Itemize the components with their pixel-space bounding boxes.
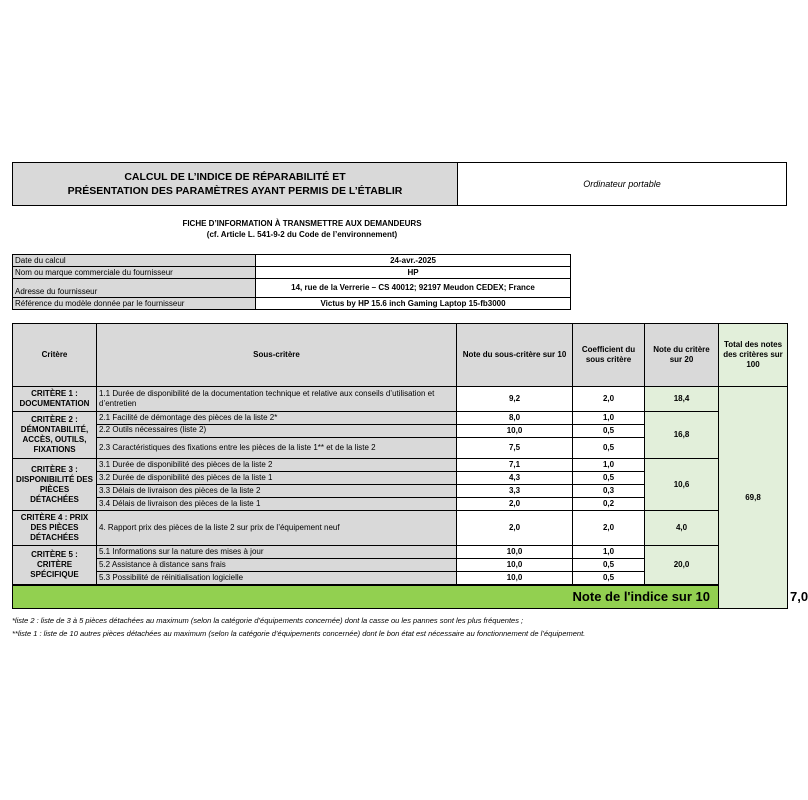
sub-criterion-coef: 0,5 bbox=[573, 472, 645, 485]
footnote-liste2: *liste 2 : liste de 3 à 5 pièces détachées au maximum (selon la catégorie d’équipements concernée) dont la casse ou les pannes sont les plus fréquentes ; bbox=[12, 616, 524, 625]
sub-criterion-note: 2,0 bbox=[457, 498, 573, 511]
info-label: Nom ou marque commerciale du fournisseur bbox=[13, 267, 256, 279]
sub-criterion-label: 2.3 Caractéristiques des fixations entre les pièces de la liste 1** et de la liste 2 bbox=[97, 438, 457, 459]
sub-criterion-note: 10,0 bbox=[457, 572, 573, 586]
info-label: Adresse du fournisseur bbox=[13, 279, 256, 298]
sub-criterion-note: 10,0 bbox=[457, 559, 573, 572]
sub-criterion-coef: 0,2 bbox=[573, 498, 645, 511]
sub-criterion-note: 4,3 bbox=[457, 472, 573, 485]
sub-criterion-label: 3.2 Durée de disponibilité des pièces de la liste 1 bbox=[97, 472, 457, 485]
sub-criterion-note: 7,1 bbox=[457, 459, 573, 472]
info-row-brand bbox=[13, 267, 571, 279]
final-score-row: Note de l'indice sur 10 7,0 bbox=[13, 585, 788, 609]
col-header-coef: Coefficient du sous critère bbox=[573, 324, 645, 387]
sub-criterion-coef: 0,5 bbox=[573, 425, 645, 438]
subtitle-line1: FICHE D’INFORMATION À TRANSMETTRE AUX DEMANDEURS bbox=[182, 219, 422, 228]
repairability-table bbox=[12, 323, 808, 609]
sub-criterion-coef: 2,0 bbox=[573, 511, 645, 546]
table-row bbox=[13, 511, 788, 546]
table-row bbox=[13, 546, 788, 559]
col-header-critere: Critère bbox=[13, 324, 97, 387]
table-row bbox=[13, 459, 788, 472]
info-label: Référence du modèle donnée par le fournisseur bbox=[13, 298, 256, 310]
criterion-score20: 10,6 bbox=[645, 459, 719, 511]
sub-criterion-coef: 2,0 bbox=[573, 387, 645, 412]
table-row bbox=[13, 387, 788, 412]
sub-criterion-note: 2,0 bbox=[457, 511, 573, 546]
final-score-label: Note de l'indice sur 10 bbox=[13, 585, 719, 609]
total-score100: 69,8 bbox=[719, 387, 788, 609]
info-row-address bbox=[13, 279, 571, 298]
info-label: Date du calcul bbox=[13, 255, 256, 267]
sub-criterion-label: 1.1 Durée de disponibilité de la documentation technique et relative aux conseils d’utilisation et d’entretien bbox=[97, 387, 457, 412]
sub-criterion-note: 7,5 bbox=[457, 438, 573, 459]
sub-criterion-coef: 1,0 bbox=[573, 546, 645, 559]
sub-criterion-label: 5.2 Assistance à distance sans frais bbox=[97, 559, 457, 572]
subtitle bbox=[12, 218, 592, 240]
sub-criterion-label: 5.1 Informations sur la nature des mises à jour bbox=[97, 546, 457, 559]
info-value: 24-avr.-2025 bbox=[256, 255, 571, 267]
header-title-box bbox=[13, 163, 458, 205]
sub-criterion-label: 2.1 Facilité de démontage des pièces de la liste 2* bbox=[97, 412, 457, 425]
document-header bbox=[12, 162, 787, 206]
criterion-score20: 20,0 bbox=[645, 546, 719, 586]
header-title-line2: PRÉSENTATION DES PARAMÈTRES AYANT PERMIS DE L’ÉTABLIR bbox=[67, 185, 403, 197]
header-title-line1: CALCUL DE L’INDICE DE RÉPARABILITÉ ET bbox=[124, 171, 346, 183]
col-header-note-sous: Note du sous-critère sur 10 bbox=[457, 324, 573, 387]
subtitle-line2: (cf. Article L. 541-9-2 du Code de l’environnement) bbox=[206, 230, 398, 239]
sub-criterion-label: 3.4 Délais de livraison des pièces de la liste 1 bbox=[97, 498, 457, 511]
sub-criterion-coef: 0,5 bbox=[573, 572, 645, 586]
sub-criterion-coef: 0,3 bbox=[573, 485, 645, 498]
info-value: 14, rue de la Verrerie – CS 40012; 92197 Meudon CEDEX; France bbox=[256, 279, 571, 298]
criterion-score20: 18,4 bbox=[645, 387, 719, 412]
col-header-total100: Total des notes des critères sur 100 bbox=[719, 324, 788, 387]
product-type: Ordinateur portable bbox=[583, 179, 661, 189]
table-row bbox=[13, 412, 788, 425]
info-value: Victus by HP 15.6 inch Gaming Laptop 15-fb3000 bbox=[256, 298, 571, 310]
sub-criterion-note: 9,2 bbox=[457, 387, 573, 412]
criterion-name: CRITÈRE 3 : DISPONIBILITÉ DES PIÈCES DÉTACHÉES bbox=[13, 459, 97, 511]
col-header-sous-critere: Sous-critère bbox=[97, 324, 457, 387]
sub-criterion-coef: 1,0 bbox=[573, 459, 645, 472]
criterion-name: CRITÈRE 2 : DÉMONTABILITÉ, ACCÈS, OUTILS, FIXATIONS bbox=[13, 412, 97, 459]
criterion-name: CRITÈRE 4 : PRIX DES PIÈCES DÉTACHÉES bbox=[13, 511, 97, 546]
sub-criterion-note: 8,0 bbox=[457, 412, 573, 425]
footnote-liste1: **liste 1 : liste de 10 autres pièces détachées au maximum (selon la catégorie d’équipements concernée) dont le bon état est nécessaire au fonctionnement de l’équipement. bbox=[12, 629, 586, 638]
sub-criterion-coef: 0,5 bbox=[573, 438, 645, 459]
sub-criterion-note: 10,0 bbox=[457, 425, 573, 438]
sub-criterion-note: 3,3 bbox=[457, 485, 573, 498]
criterion-score20: 16,8 bbox=[645, 412, 719, 459]
info-row-model bbox=[13, 298, 571, 310]
sub-criterion-label: 5.3 Possibilité de réinitialisation logicielle bbox=[97, 572, 457, 586]
sub-criterion-coef: 0,5 bbox=[573, 559, 645, 572]
table-header-row bbox=[13, 324, 788, 387]
info-value: HP bbox=[256, 267, 571, 279]
sub-criterion-label: 4. Rapport prix des pièces de la liste 2 sur prix de l’équipement neuf bbox=[97, 511, 457, 546]
sub-criterion-note: 10,0 bbox=[457, 546, 573, 559]
info-row-date bbox=[13, 255, 571, 267]
criterion-name: CRITÈRE 1 : DOCUMENTATION bbox=[13, 387, 97, 412]
sub-criterion-label: 3.3 Délais de livraison des pièces de la liste 2 bbox=[97, 485, 457, 498]
sub-criterion-label: 2.2 Outils nécessaires (liste 2) bbox=[97, 425, 457, 438]
sub-criterion-coef: 1,0 bbox=[573, 412, 645, 425]
criterion-score20: 4,0 bbox=[645, 511, 719, 546]
criterion-name: CRITÈRE 5 : CRITÈRE SPÉCIFIQUE bbox=[13, 546, 97, 586]
footnotes bbox=[12, 614, 787, 640]
sub-criterion-label: 3.1 Durée de disponibilité des pièces de la liste 2 bbox=[97, 459, 457, 472]
col-header-note20: Note du critère sur 20 bbox=[645, 324, 719, 387]
supplier-info-table bbox=[12, 254, 571, 310]
